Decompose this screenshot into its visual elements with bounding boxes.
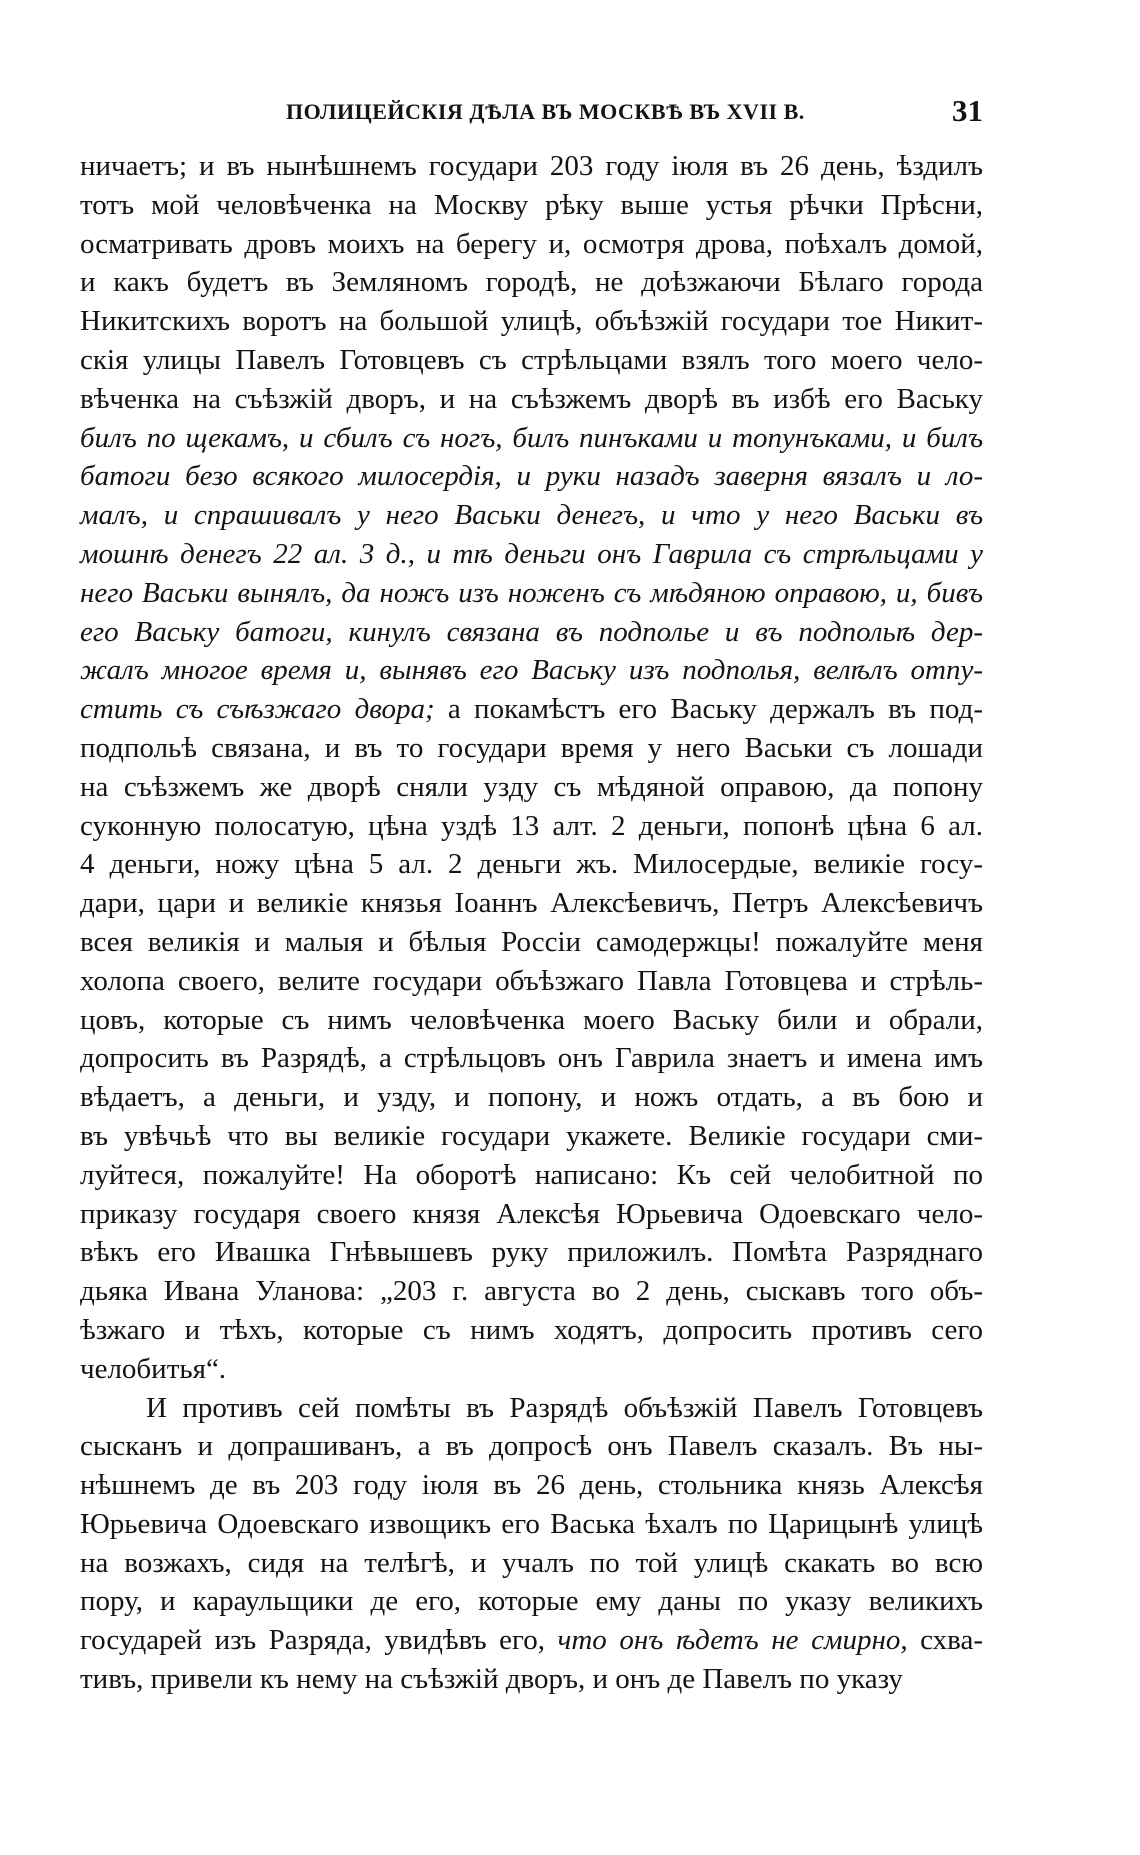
text-segment: тивъ, привели къ нему на съѣзжій дворъ, и онъ де Павелъ по указу [80,1663,903,1696]
text-segment: всея великія и малыя и бѣлыя Россіи самодержцы! пожалуйте меня [80,925,983,958]
italic-text-segment: жалъ многое время и, вынявъ его Ваську изъ подполья, велѣлъ отпу- [80,654,983,687]
text-line [80,574,983,613]
text-line [80,186,983,225]
text-segment: вѣкъ его Ивашка Гнѣвышевъ руку приложилъ. Помѣта Разряднаго [80,1236,983,1269]
text-segment: вѣченка на съѣзжій дворъ, и на съѣзжемъ дворѣ въ избѣ его Ваську [80,382,983,415]
text-line [80,962,983,1001]
italic-text-segment: батоги безо всякого милосердія, и руки назадъ заверня вязалъ и ло- [80,460,983,493]
italic-text-segment: билъ по щекамъ, и сбилъ съ ногъ, билъ пинъками и топунъками, и билъ [80,421,983,454]
text-line [80,457,983,496]
page-number: 31 [952,93,983,128]
text-line [80,496,983,535]
text-line [80,380,983,419]
text-line [80,1544,983,1583]
text-segment: вѣдаетъ, а деньги, и узду, и попону, и ножъ отдать, а въ бою и [80,1081,983,1114]
text-line [80,1078,983,1117]
text-segment: холопа своего, велите государи объѣзжаго Павла Готовцева и стрѣль- [80,964,983,997]
text-line [80,419,983,458]
text-line [80,768,983,807]
text-line [80,1427,983,1466]
text-segment: подпольѣ связана, и въ то государи время у него Васьки съ лошади [80,731,983,764]
text-line [80,1195,983,1234]
text-segment: дьяка Ивана Уланова: „203 г. августа во 2 день, сыскавъ того объ- [80,1275,983,1308]
text-segment: И противъ сей помѣты въ Разрядѣ объѣзжій Павелъ Готовцевъ [146,1391,983,1424]
text-line [80,535,983,574]
text-segment: на возжахъ, сидя на телѣгѣ, и учалъ по той улицѣ скакать во всю [80,1546,983,1579]
text-line [80,651,983,690]
text-segment: сысканъ и допрашиванъ, а въ допросѣ онъ Павелъ сказалъ. Въ ны- [80,1430,983,1463]
text-segment: суконную полосатую, цѣна уздѣ 13 алт. 2 деньги, попонѣ цѣна 6 ал. [80,809,983,842]
text-line [80,1039,983,1078]
italic-text-segment: мошнѣ денегъ 22 ал. 3 д., и тѣ деньги онъ Гаврила съ стрѣльцами у [80,537,983,570]
text-segment: луйтеся, пожалуйте! На оборотѣ написано: Къ сей челобитной по [80,1158,983,1191]
text-line [80,1660,983,1699]
text-line [80,690,983,729]
text-line [80,1466,983,1505]
text-segment: государей изъ Разряда, увидѣвъ его, [80,1624,558,1657]
text-line [80,1272,983,1311]
text-line [80,302,983,341]
text-segment: нѣшнемъ де въ 203 году іюля въ 26 день, стольника князь Алексѣя [80,1469,983,1502]
text-segment: ничаетъ; и въ нынѣшнемъ государи 203 году іюля въ 26 день, ѣздилъ [80,150,983,182]
text-line [80,884,983,923]
text-line [80,613,983,652]
text-line [80,1117,983,1156]
text-segment: Никитскихъ воротъ на большой улицѣ, объѣзжій государи тое Никит- [80,305,983,338]
text-segment: осматривать дровъ моихъ на берегу и, осмотря дрова, поѣхалъ домой, [80,227,983,260]
text-segment: допросить въ Разрядѣ, а стрѣльцовъ онъ Гаврила знаетъ и имена имъ [80,1042,983,1075]
text-segment: приказу государя своего князя Алексѣя Юрьевича Одоевскаго чело- [80,1197,983,1230]
text-segment: и какъ будетъ въ Земляномъ городѣ, не доѣзжаючи Бѣлаго города [80,266,983,299]
text-segment: цовъ, которые съ нимъ человѣченка моего Ваську били и обрали, [80,1003,983,1036]
text-line [80,1505,983,1544]
text-line [80,923,983,962]
text-segment: челобитья“. [80,1352,227,1385]
italic-text-segment: что онъ ѣдетъ не смирно, [557,1624,908,1657]
text-line [80,147,983,186]
text-segment: а покамѣстъ его Ваську держалъ въ под- [434,693,983,726]
italic-text-segment: него Васьки вынялъ, да ножъ изъ ноженъ съ мѣдяною оправою, и, бивъ [80,576,983,609]
text-line [80,225,983,264]
text-segment: на съѣзжемъ же дворѣ сняли узду съ мѣдяной оправою, да попону [80,770,983,803]
text-segment: пору, и караульщики де его, которые ему даны по указу великихъ [80,1585,983,1618]
text-line [80,1311,983,1350]
text-line [80,1621,983,1660]
running-header [80,93,983,127]
text-segment: 4 деньги, ножу цѣна 5 ал. 2 деньги жъ. Милосердые, великіе госу- [80,848,983,881]
body-text [80,147,983,1699]
text-line [80,341,983,380]
text-line [80,1001,983,1040]
text-line [80,845,983,884]
text-line [80,1389,983,1428]
italic-text-segment: малъ, и спрашивалъ у него Васьки денегъ, и что у него Васьки въ [80,499,983,532]
text-line [80,1233,983,1272]
text-line [80,807,983,846]
text-segment: ѣзжаго и тѣхъ, которые съ нимъ ходятъ, допросить противъ сего [80,1313,983,1346]
text-segment: въ увѣчьѣ что вы великіе государи укажете. Великіе государи сми- [80,1119,983,1152]
text-segment: тотъ мой человѣченка на Москву рѣку выше устья рѣчки Прѣсни, [80,188,983,221]
text-line [80,263,983,302]
text-segment: дари, цари и великіе князья Іоаннъ Алексѣевичъ, Петръ Алексѣевичъ [80,887,983,920]
italic-text-segment: его Ваську батоги, кинулъ связана въ подполье и въ подпольѣ дер- [80,615,983,648]
text-line [80,729,983,768]
text-segment: Юрьевича Одоевскаго извощикъ его Васька ѣхалъ по Царицынѣ улицѣ [80,1507,983,1540]
italic-text-segment: стить съ съѣзжаго двора; [80,693,435,726]
text-line [80,1582,983,1621]
text-segment: схва- [907,1624,983,1657]
text-line [80,1156,983,1195]
text-line [80,1350,983,1389]
running-title: ПОЛИЦЕЙСКІЯ ДѢЛА ВЪ МОСКВѢ ВЪ XVII В. [286,99,805,124]
text-segment: скія улицы Павелъ Готовцевъ съ стрѣльцами взялъ того моего чело- [80,343,983,376]
